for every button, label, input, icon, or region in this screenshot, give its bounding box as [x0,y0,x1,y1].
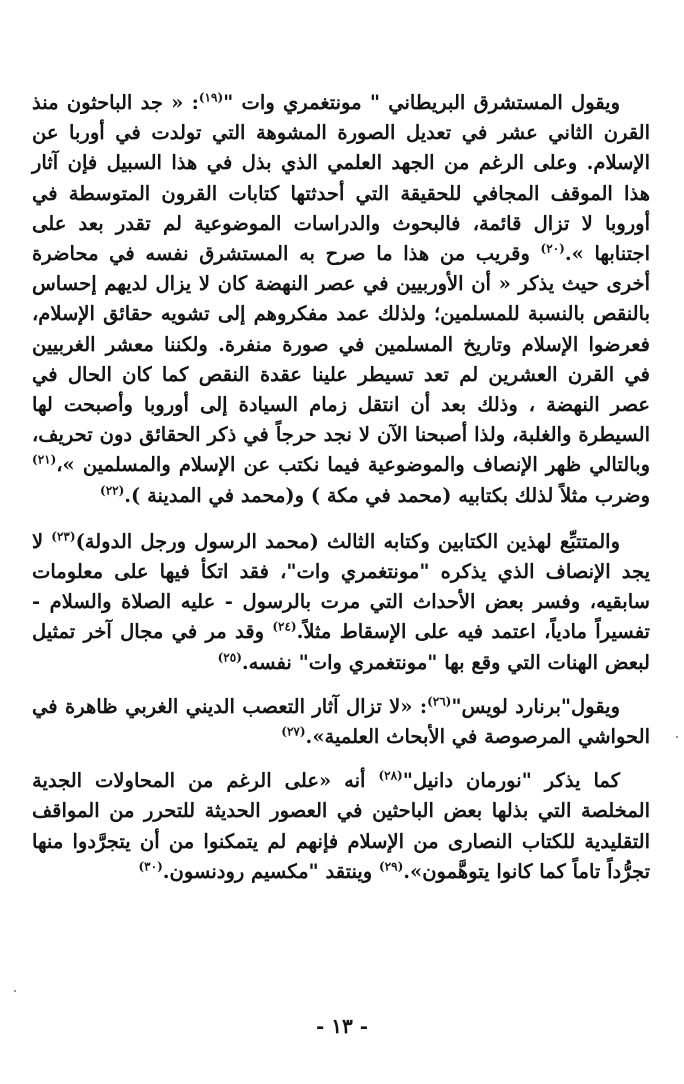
paragraph-text: وقد مر في مجال آخر تمثيل لبعض الهنات التي وقع بها "مونتغمري وات" نفسه. [32,620,650,674]
paragraph [32,88,650,511]
footnote-ref: (٢٢) [100,483,125,498]
footnote-ref: (٢٦) [427,694,452,709]
paragraph-text: وينتقد "مكسيم رودنسون. [162,859,379,883]
footnote-ref: (٢٥) [217,650,242,665]
footnote-ref: (٢١) [32,452,57,467]
paragraph-text: وضرب مثلاً لذلك بكتابيه (محمد في مكة ) و(محمد في المدينة ). [124,483,650,507]
paragraph-text: والمتتبِّع لهذين الكتابين وكتابه الثالث (محمد الرسول ورجل الدولة) [75,529,620,553]
paragraph-text: لا يجد الإنصاف الذي يذكره "مونتغمري وات"، فقد اتكأ فيها على معلومات سابقيه، وفسر بعض الأحداث التي مرت بالرسول - عليه الصلاة والسلام - تفسيراً مادياً، اعتمد فيه على الإسقاط مثلاً. [32,529,650,644]
footnote-ref: (٢٩) [378,859,404,874]
paragraph [32,692,650,752]
page-body [32,88,650,887]
footnote-ref: (٢٠) [540,241,565,256]
footnote-ref: (٣٠) [138,859,163,874]
footnote-ref: (١٩) [198,90,224,105]
footnote-ref: (٢٨) [378,768,403,783]
paragraph [32,527,650,678]
paragraph [32,766,650,887]
footnote-ref: (٢٣) [51,529,76,544]
scan-speck [14,990,16,992]
paragraph-text: وقريب من هذا ما صرح به المستشرق نفسه في محاضرة أخرى حيث يذكر « أن الأوربيين في عصر النهضة كان لا يزال لديهم إحساس بالنقص بالنسبة للمسلمين؛ ولذلك عمد مفكروهم إلى تشويه حقائق الإسلام، فعرضوا الإسلام وتاريخ المسلمين في صورة منفرة. ولكننا معشر الغربيين في القرن العشرين لم تعد تسيطر علينا عقدة النقص كما كان الحال في عصر النهضة ، وذلك بعد أن انتقل زمام السيادة إلى أوروبا وأصبحت لها السيطرة والغلبة، ولذا أصبحنا الآن لا نجد حرجاً في ذكر الحقائق دون تحريف، وبالتالي ظهر الإنصاف والموضوعية فيما نكتب عن الإسلام والمسلمين »، [32,242,650,477]
paragraph-text: كما يذكر "نورمان دانيل" [402,769,620,793]
page-number: - ١٣ - [315,1014,368,1038]
scan-speck [676,736,678,738]
paragraph-text: : « جد الباحثون منذ القرن الثاني عشر في تعديل الصورة المشوهة التي تولدت في أوربا عن الإسلام. وعلى الرغم من الجهد العلمي الذي بذل في هذا السبيل فإن آثار هذا الموقف المجافي للحقيقة التي أحدثتها كتابات القرون المتوسطة في أوروبا لا تزال قائمة، فالبحوث والدراسات الموضوعية لم تقدر بعد على اجتنابها ». [32,91,650,266]
footnote-ref: (٢٤) [272,619,297,634]
paragraph-text: ويقول"برنارد لويس" [451,694,620,718]
paragraph-text: أنه «على الرغم من المحاولات الجدية المخلصة التي بذلها بعض الباحثين في العصور الحديثة للتحرر من المواقف التقليدية للكتاب النصارى من الإسلام فإنهم لم يتمكنوا من أن يتجرَّدوا منها تجرُّداً تاماً كما كانوا يتوهَّمون». [32,769,650,883]
paragraph-text: : «لا تزال آثار التعصب الديني الغربي ظاهرة في الحواشي المرصوصة في الأبحاث العلمية». [32,694,650,749]
paragraph-text: ويقول المستشرق البريطاني " مونتغمري وات " [223,91,620,114]
footnote-ref: (٢٧) [281,724,306,739]
